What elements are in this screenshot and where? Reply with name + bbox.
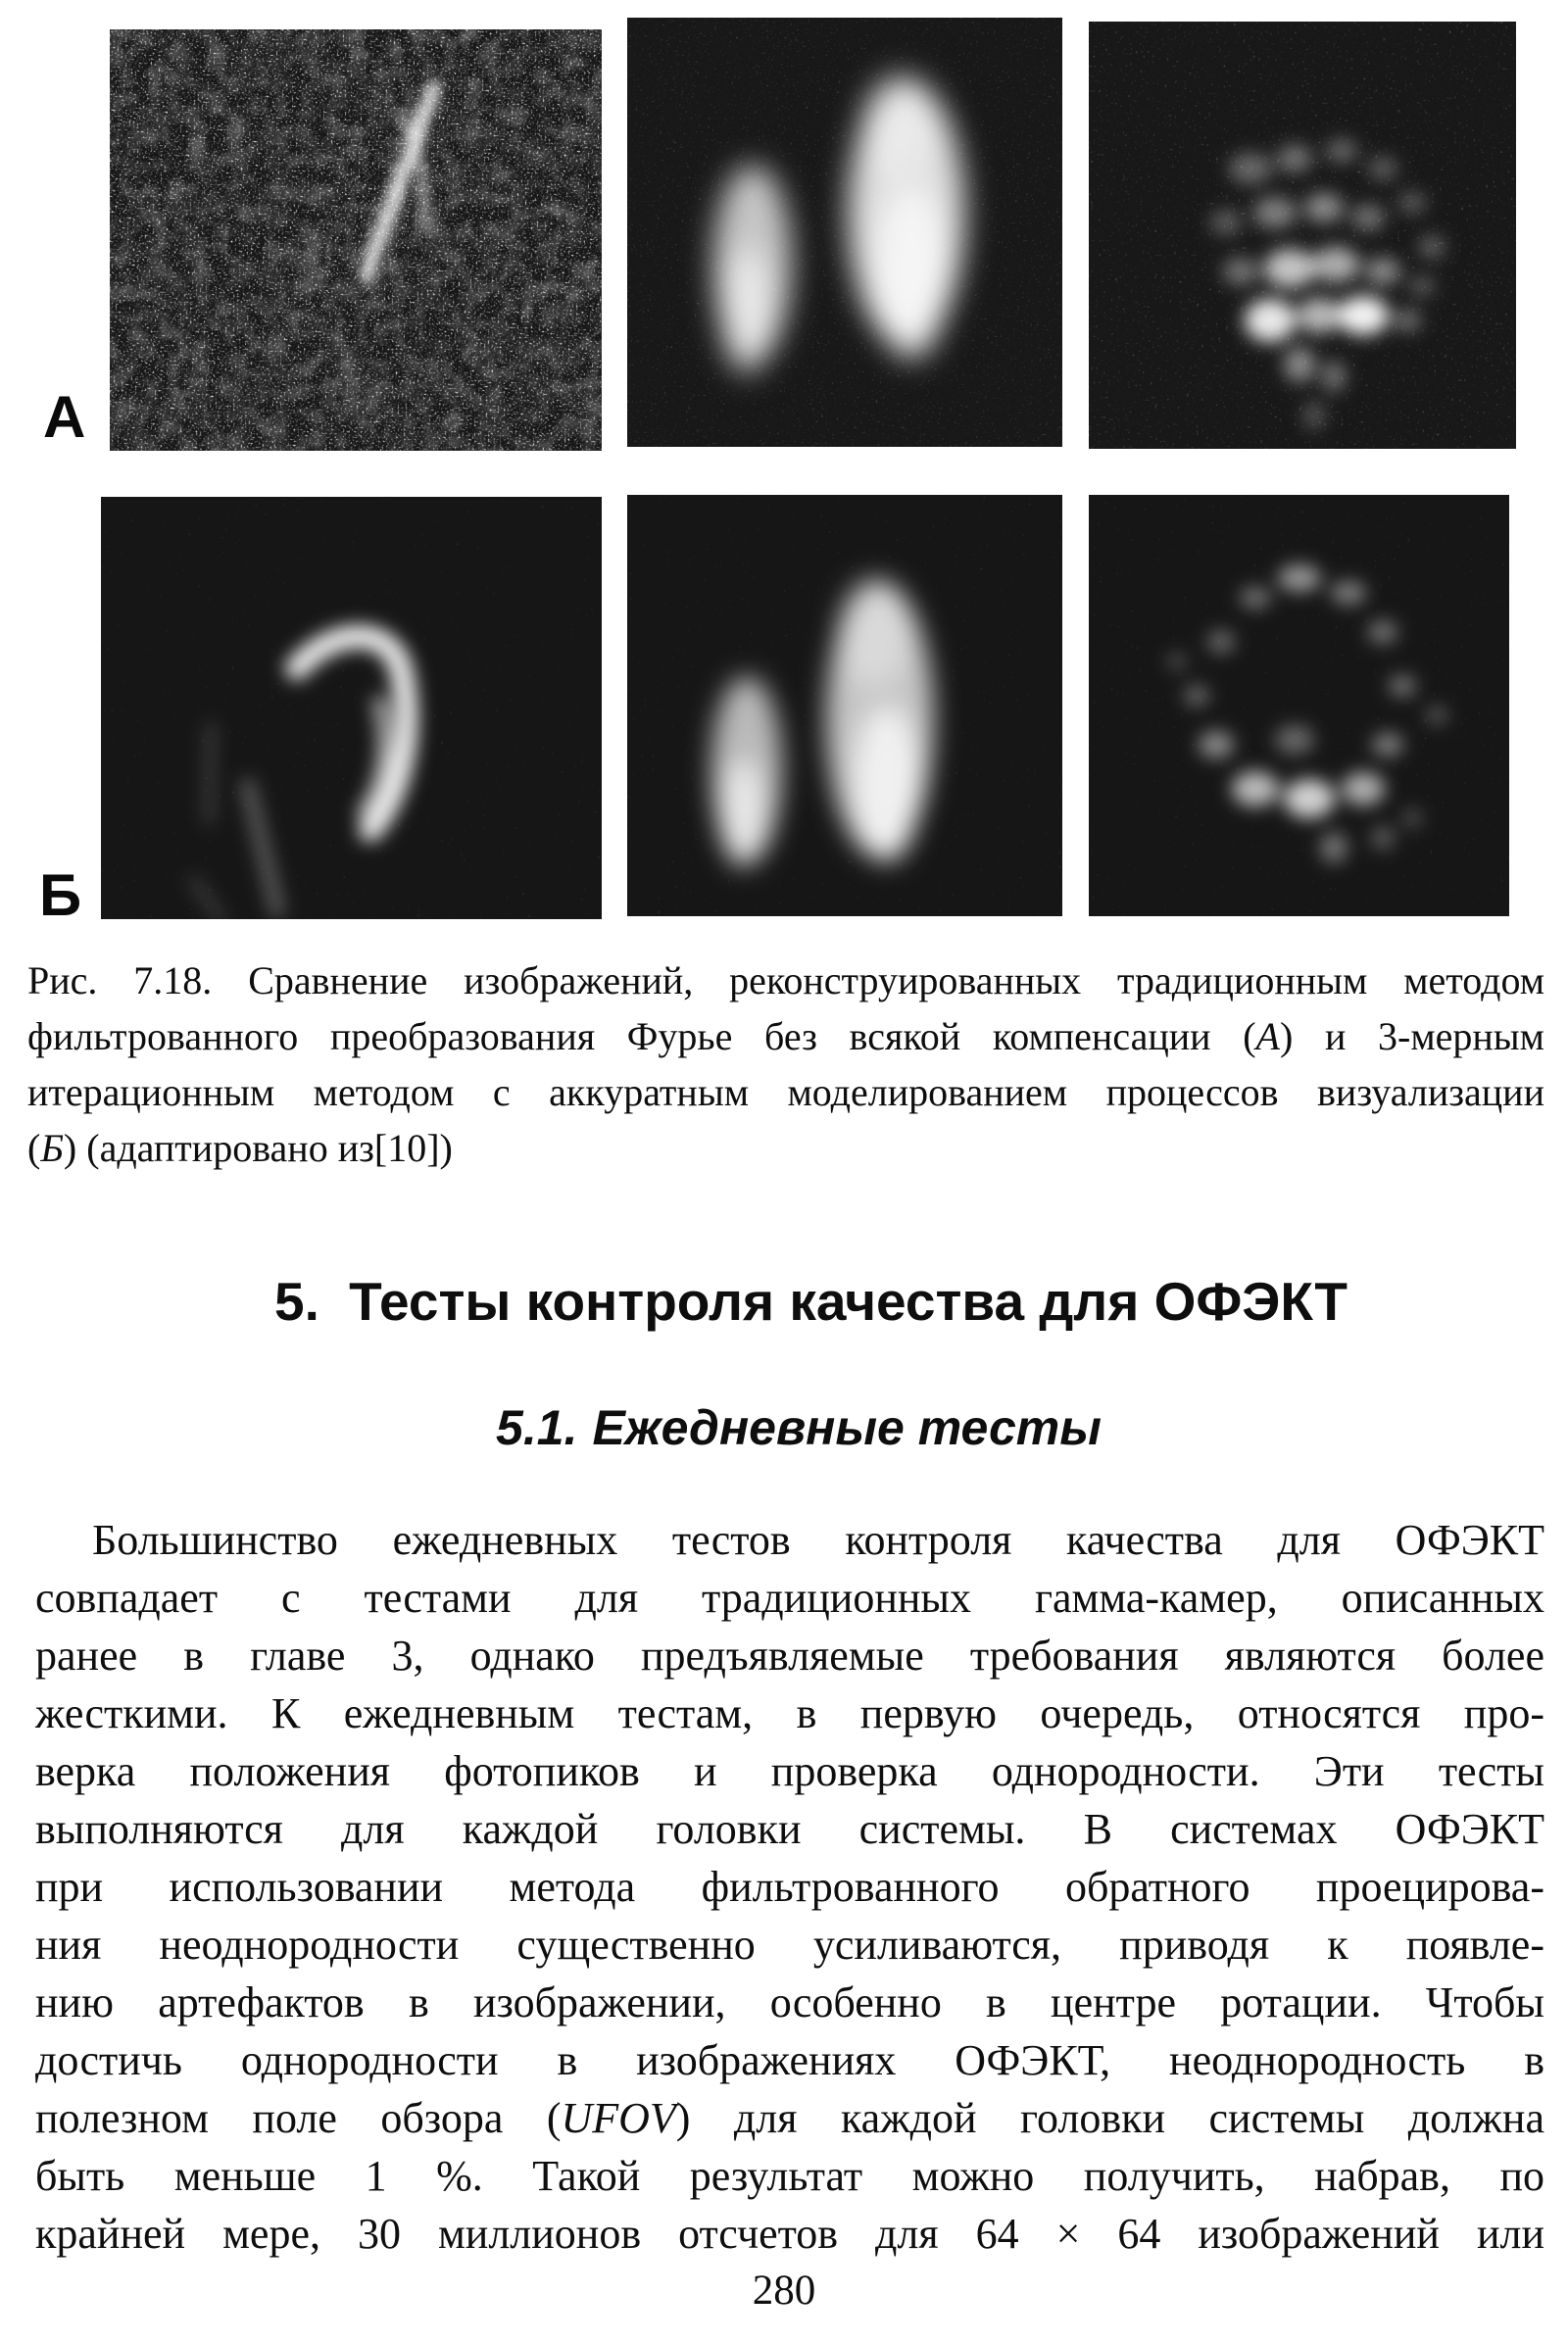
body-text-segment: при использовании метода фильтрованного обратного проецирова- [35,1863,1544,1911]
body-text-segment: быть меньше 1 %. Такой результат можно получить, набрав, по [35,2152,1544,2200]
body-text-segment: выполняются для каждой головки системы. В системах ОФЭКТ [35,1805,1544,1853]
body-text-line [35,1742,1544,1800]
scintigram-image [101,497,602,919]
subsection-heading [0,1401,1568,1455]
body-text-segment: ранее в главе 3, однако предъявляемые требования являются более [35,1632,1544,1680]
body-text-segment: жесткими. К ежедневным тестам, в первую очередь, относятся про- [35,1689,1544,1737]
body-text-segment: крайней мере, 30 миллионов отсчетов для 64 × 64 изображений или [35,2210,1544,2258]
body-text-line [35,1511,1544,1569]
body-text-line [35,1800,1544,1858]
figure-panel-a2-kidney-scan [627,18,1062,447]
body-text-segment: достичь однородности в изображениях ОФЭКТ, неоднородность в [35,2036,1544,2084]
body-text-line [35,2089,1544,2147]
subsection-number: 5.1. [496,1400,578,1455]
caption-text: ( [27,1126,41,1170]
scintigram-image [627,495,1062,916]
figure-panel-b1-arc-reconstruction [101,497,602,919]
body-text-line [35,1569,1544,1627]
caption-text: ) (адаптировано из[10]) [63,1126,453,1170]
body-text-line [35,2147,1544,2205]
scintigram-image [627,18,1062,447]
figure-panel-b2-kidney-scan [627,495,1062,916]
section-number: 5. [274,1271,319,1332]
body-text-line [35,1627,1544,1684]
scintigram-image [110,29,602,451]
body-text-line [35,1684,1544,1742]
caption-line [27,1008,1544,1064]
body-text-segment: Большинство ежедневных тестов контроля качества для ОФЭКТ [92,1516,1544,1564]
body-paragraph [35,1511,1544,2263]
caption-text: итерационным методом с аккуратным моделированием процессов визуализации [27,1070,1544,1114]
figure-panel-a3-scattered-cluster [1089,22,1516,449]
figure-panel-b3-ring-cluster [1089,495,1509,916]
caption-line [27,1120,1544,1176]
caption-line [27,952,1544,1008]
body-text-line [35,2031,1544,2089]
body-text-line [35,1858,1544,1916]
scintigram-image [1089,495,1509,916]
subsection-title: Ежедневные тесты [592,1400,1102,1455]
figure-caption [27,952,1544,1176]
body-text-segment: ) для каждой головки системы должна [675,2094,1544,2142]
body-text-segment: совпадает с тестами для традиционных гамма-камер, описанных [35,1574,1544,1622]
page-number: 280 [752,2268,816,2314]
caption-line [27,1064,1544,1120]
body-text-segment: полезном поле обзора ( [35,2094,562,2142]
figure-row-label-b: Б [39,862,82,928]
body-text-segment: ния неоднородности существенно усиливаются, приводя к появле- [35,1921,1544,1969]
caption-text: Рис. 7.18. Сравнение изображений, реконструированных традиционным методом [27,958,1544,1002]
body-text-line [35,1916,1544,1974]
body-text-segment: нию артефактов в изображении, особенно в центре ротации. Чтобы [35,1978,1544,2026]
section-heading [0,1272,1568,1332]
figure-row-label-a: А [43,384,86,450]
body-text-line [35,2205,1544,2263]
figure-panel-a1-noisy-reconstruction [110,29,602,451]
caption-text: ) и 3-мерным [1279,1014,1544,1058]
caption-text: фильтрованного преобразования Фурье без всякой компенсации ( [27,1014,1256,1058]
section-title: Тесты контроля качества для ОФЭКТ [349,1271,1348,1332]
caption-text-italic: А [1255,1014,1280,1058]
body-text-segment-italic: UFOV [561,2094,676,2142]
body-text-segment: верка положения фотопиков и проверка однородности. Эти тесты [35,1747,1544,1795]
body-text-line [35,1974,1544,2031]
scintigram-image [1089,22,1516,449]
caption-text-italic: Б [40,1126,64,1170]
